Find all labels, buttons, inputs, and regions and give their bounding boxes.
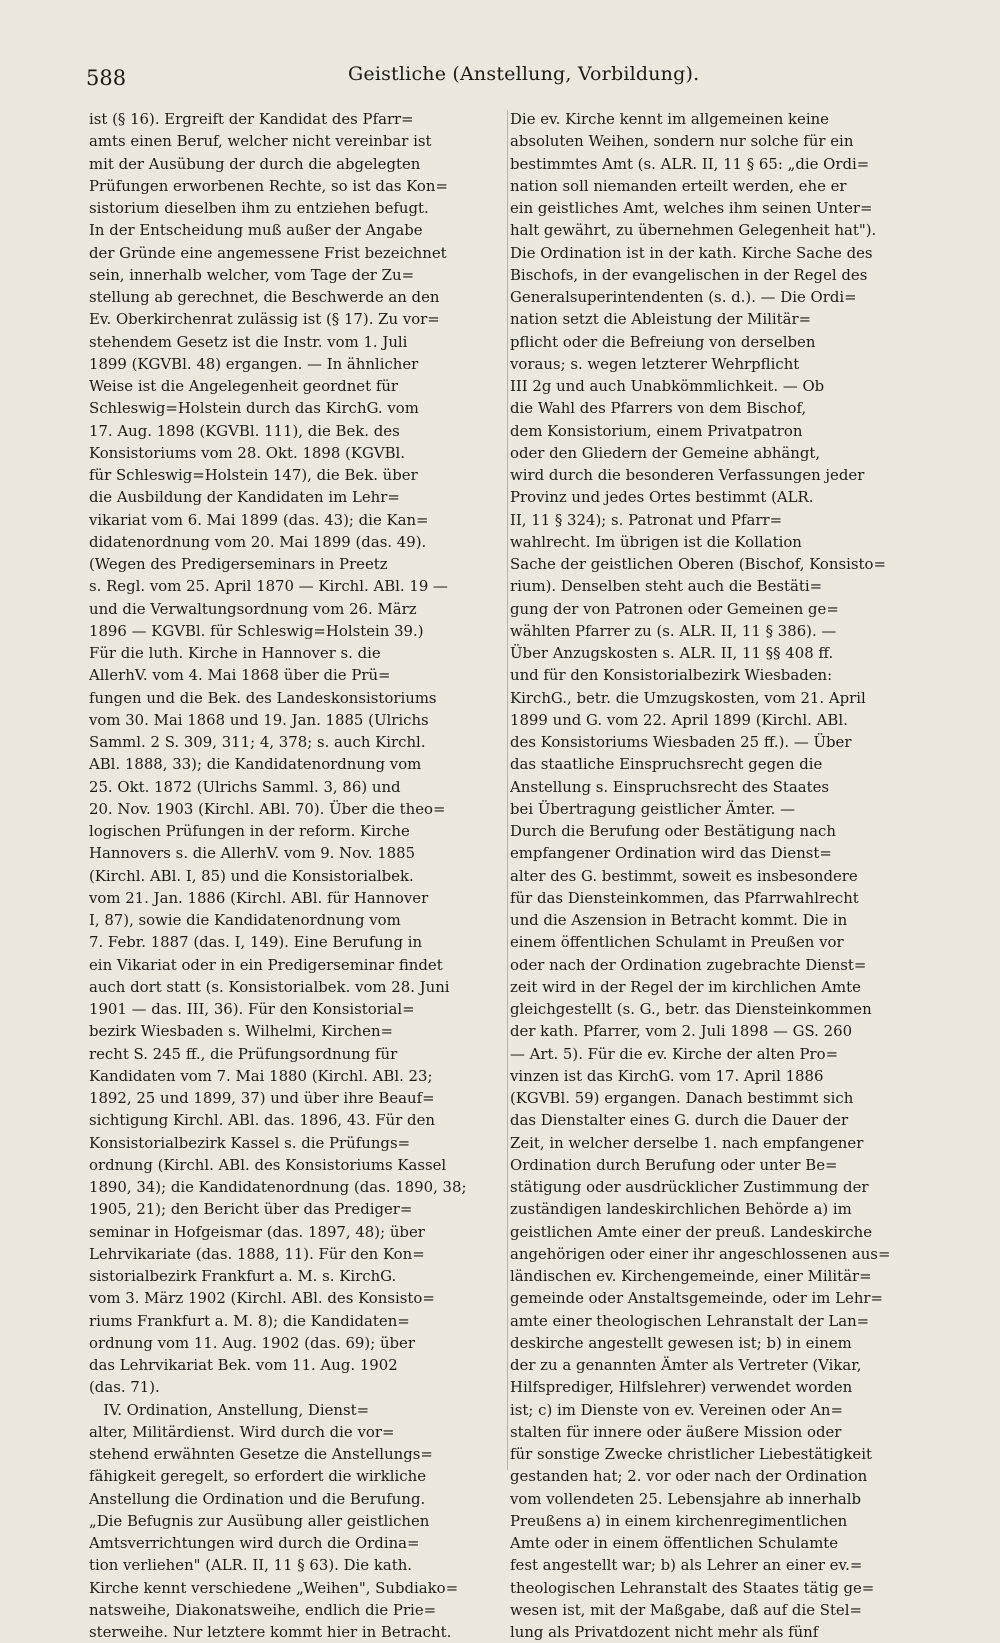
left-column-line: mit der Ausübung der durch die abgelegten <box>89 154 421 173</box>
page-number: 588 <box>86 66 127 90</box>
right-column-line: bestimmtes Amt (s. ALR. II, 11 § 65: „die Ordi= <box>510 154 870 173</box>
right-column <box>510 108 930 1643</box>
left-column-line: 20. Nov. 1903 (Kirchl. ABl. 70). Über die theo= <box>89 799 446 818</box>
right-column-line: Bischofs, in der evangelischen in der Regel des <box>510 265 868 284</box>
right-column-line: voraus; s. wegen letzterer Wehrpflicht <box>510 354 800 373</box>
left-column-line: 1890, 34); die Kandidatenordnung (das. 1890, 38; <box>89 1178 467 1196</box>
right-column-line: die Wahl des Pfarrers von dem Bischof, <box>510 399 807 418</box>
right-column-line: Ordination durch Berufung oder unter Be= <box>510 1155 838 1174</box>
left-column-line: die Ausbildung der Kandidaten im Lehr= <box>89 488 400 507</box>
right-column-line: pflicht oder die Befreiung von derselben <box>510 332 816 351</box>
right-column-line: Preußens a) in einem kirchenregimentlichen <box>510 1511 848 1530</box>
right-column-line: alter des G. bestimmt, soweit es insbesondere <box>510 866 858 885</box>
left-column-line: ordnung (Kirchl. ABl. des Konsistoriums Kassel <box>89 1155 447 1174</box>
left-column-line: Amtsverrichtungen wird durch die Ordina= <box>89 1534 420 1552</box>
right-column-line: ein geistliches Amt, welches ihm seinen Unter= <box>510 199 873 217</box>
right-column-line: absoluten Weihen, sondern nur solche für ein <box>510 132 854 151</box>
right-column-line: Provinz und jedes Ortes bestimmt (ALR. <box>510 488 814 507</box>
left-column-line: Anstellung die Ordination und die Berufung. <box>89 1489 426 1508</box>
left-column-line: natsweihe, Diakonatsweihe, endlich die Prie= <box>89 1600 437 1619</box>
right-column-line: stalten für innere oder äußere Mission oder <box>510 1422 842 1441</box>
right-column-line: angehörigen oder einer ihr angeschlossenen aus= <box>510 1244 891 1263</box>
left-column-line: vom 30. Mai 1868 und 19. Jan. 1885 (Ulrichs <box>89 710 429 729</box>
left-column-line: riums Frankfurt a. M. 8); die Kandidaten= <box>89 1311 410 1330</box>
left-column-line: Schleswig=Holstein durch das KirchG. vom <box>89 399 419 418</box>
right-column-line: gemeinde oder Anstaltsgemeinde, oder im Lehr= <box>510 1289 884 1308</box>
left-column-line: „Die Befugnis zur Ausübung aller geistlichen <box>89 1511 430 1530</box>
left-column-line: ordnung vom 11. Aug. 1902 (das. 69); über <box>89 1333 415 1352</box>
left-column-line: und die Verwaltungsordnung vom 26. März <box>89 599 417 618</box>
left-column-line: IV. Ordination, Anstellung, Dienst= <box>89 1400 370 1419</box>
left-column-line: fungen und die Bek. des Landeskonsistoriums <box>89 688 437 707</box>
left-column-line: vom 21. Jan. 1886 (Kirchl. ABl. für Hannover <box>89 888 429 907</box>
right-column-line: geistlichen Amte einer der preuß. Landeskirche <box>510 1222 873 1241</box>
right-column-line: bei Übertragung geistlicher Ämter. — <box>510 799 796 818</box>
left-column-line: der Gründe eine angemessene Frist bezeichnet <box>89 243 447 262</box>
right-column-line: amte einer theologischen Lehranstalt der Lan= <box>510 1311 870 1330</box>
left-column-line: 1901 — das. III, 36). Für den Konsistorial= <box>89 1000 415 1018</box>
left-column-line: AllerhV. vom 4. Mai 1868 über die Prü= <box>89 666 391 685</box>
left-column-line: Weise ist die Angelegenheit geordnet für <box>89 377 399 395</box>
right-column-line: Generalsuperintendenten (s. d.). — Die Ordi= <box>510 288 857 306</box>
right-column-line: nation soll niemanden erteilt werden, ehe er <box>510 176 847 195</box>
left-column-line: fähigkeit geregelt, so erfordert die wirkliche <box>89 1467 427 1486</box>
left-column-line: seminar in Hofgeismar (das. 1897, 48); über <box>89 1222 425 1241</box>
left-column-line: ABl. 1888, 33); die Kandidatenordnung vom <box>89 755 422 774</box>
right-column-line: halt gewährt, zu übernehmen Gelegenheit hat"). <box>510 221 877 240</box>
left-column-line: auch dort statt (s. Konsistorialbek. vom 28. Juni <box>89 977 450 996</box>
right-column-line: dem Konsistorium, einem Privatpatron <box>510 421 803 440</box>
right-column-line: Amte oder in einem öffentlichen Schulamte <box>510 1534 839 1552</box>
left-column-line: sterweihe. Nur letztere kommt hier in Betracht. <box>89 1623 452 1641</box>
right-column-line: einem öffentlichen Schulamt in Preußen vor <box>510 933 844 952</box>
right-column-line: gestanden hat; 2. vor oder nach der Ordination <box>510 1467 868 1486</box>
right-column-line: Über Anzugskosten s. ALR. II, 11 §§ 408 ff. <box>510 644 834 662</box>
left-column-line: s. Regl. vom 25. April 1870 — Kirchl. ABl. 19 — <box>89 577 448 596</box>
right-column-line: empfangener Ordination wird das Dienst= <box>510 844 832 863</box>
right-column-line: Hilfsprediger, Hilfslehrer) verwendet worden <box>510 1378 853 1397</box>
left-column-line: Hannovers s. die AllerhV. vom 9. Nov. 1885 <box>89 844 416 863</box>
right-column-line: stätigung oder ausdrücklicher Zustimmung der <box>510 1178 869 1196</box>
right-column-line: ist; c) im Dienste von ev. Vereinen oder An= <box>510 1400 843 1419</box>
right-column-line: — Art. 5). Für die ev. Kirche der alten Pro= <box>510 1044 839 1063</box>
right-column-line: Anstellung s. Einspruchsrecht des Staates <box>510 777 830 796</box>
right-column-line: II, 11 § 324); s. Patronat und Pfarr= <box>510 510 783 529</box>
right-column-line: III 2g und auch Unabkömmlichkeit. — Ob <box>510 377 825 395</box>
right-column-line: 1899 und G. vom 22. April 1899 (Kirchl. ABl. <box>510 710 848 729</box>
left-column-line: für Schleswig=Holstein 147), die Bek. über <box>89 466 418 484</box>
right-column-line: der kath. Pfarrer, vom 2. Juli 1898 — GS. 260 <box>510 1022 853 1041</box>
left-column-line: 7. Febr. 1887 (das. I, 149). Eine Berufung in <box>89 933 423 952</box>
left-column-line: sistorium dieselben ihm zu entziehen befugt. <box>89 199 429 217</box>
right-column-line: wesen ist, mit der Maßgabe, daß auf die Stel= <box>510 1600 862 1619</box>
right-column-line: vom vollendeten 25. Lebensjahre ab innerhalb <box>510 1489 862 1508</box>
right-column-line: (KGVBl. 59) ergangen. Danach bestimmt sich <box>510 1089 854 1107</box>
right-column-line: Sache der geistlichen Oberen (Bischof, Konsisto= <box>510 555 886 573</box>
right-column-line: und für den Konsistorialbezirk Wiesbaden: <box>510 666 833 685</box>
left-column-line: sistorialbezirk Frankfurt a. M. s. KirchG. <box>89 1267 397 1285</box>
right-column-line: gleichgestellt (s. G., betr. das Diensteinkommen <box>510 1000 872 1018</box>
left-column-line: 17. Aug. 1898 (KGVBl. 111), die Bek. des <box>89 421 400 440</box>
right-column-line: KirchG., betr. die Umzugskosten, vom 21. April <box>510 688 866 707</box>
right-column-line: vinzen ist das KirchG. vom 17. April 1886 <box>510 1066 824 1085</box>
left-column-line: Ev. Oberkirchenrat zulässig ist (§ 17). Zu vor= <box>89 310 440 329</box>
right-column-line: Zeit, in welcher derselbe 1. nach empfangener <box>510 1133 864 1152</box>
right-column-line: theologischen Lehranstalt des Staates tätig ge= <box>510 1578 875 1597</box>
right-column-line: der zu a genannten Ämter als Vertreter (Vikar, <box>510 1356 862 1374</box>
left-column-line: Samml. 2 S. 309, 311; 4, 378; s. auch Kirchl. <box>89 733 426 751</box>
left-column-line: stehend erwähnten Gesetze die Anstellungs= <box>89 1445 433 1463</box>
running-head: Geistliche (Anstellung, Vorbildung). <box>348 63 700 85</box>
left-column-line: Konsistorialbezirk Kassel s. die Prüfungs= <box>89 1133 411 1152</box>
left-column-line: ein Vikariat oder in ein Predigerseminar findet <box>89 955 443 974</box>
left-column-line: (Kirchl. ABl. I, 85) und die Konsistorialbek. <box>89 866 414 885</box>
right-column-line: gung der von Patronen oder Gemeinen ge= <box>510 599 839 618</box>
left-column-line: 1905, 21); den Bericht über das Prediger= <box>89 1200 413 1219</box>
right-column-line: das Dienstalter eines G. durch die Dauer der <box>510 1111 849 1130</box>
right-column-line: zeit wird in der Regel der im kirchlichen Amte <box>510 977 861 996</box>
right-column-line: und die Aszension in Betracht kommt. Die in <box>510 911 848 929</box>
left-column-line: amts einen Beruf, welcher nicht vereinbar ist <box>89 132 432 151</box>
right-column-line: für das Diensteinkommen, das Pfarrwahlrecht <box>510 888 859 907</box>
left-column-line: logischen Prüfungen in der reform. Kirche <box>89 822 410 840</box>
left-column-line: sichtigung Kirchl. ABl. das. 1896, 43. Für den <box>89 1111 435 1130</box>
left-column-line: (Wegen des Predigerseminars in Preetz <box>89 555 388 573</box>
left-column-line: (das. 71). <box>89 1378 160 1397</box>
right-column-line: Durch die Berufung oder Bestätigung nach <box>510 822 836 840</box>
right-column-line: oder den Gliedern der Gemeine abhängt, <box>510 443 821 462</box>
left-column-line: In der Entscheidung muß außer der Angabe <box>89 221 423 240</box>
left-column-line: 1892, 25 und 1899, 37) und über ihre Beauf= <box>89 1089 435 1107</box>
left-column-line: 1896 — KGVBl. für Schleswig=Holstein 39.) <box>89 621 424 640</box>
left-column-line: 1899 (KGVBl. 48) ergangen. — In ähnlicher <box>89 354 419 373</box>
left-column-line: Prüfungen erworbenen Rechte, so ist das Kon= <box>89 176 448 195</box>
right-column-line: wahlrecht. Im übrigen ist die Kollation <box>510 532 802 551</box>
left-column-line: Kandidaten vom 7. Mai 1880 (Kirchl. ABl. 23; <box>89 1066 433 1085</box>
left-column-line: stehendem Gesetz ist die Instr. vom 1. Juli <box>89 332 408 351</box>
left-column <box>89 108 509 1643</box>
left-column-line: tion verliehen" (ALR. II, 11 § 63). Die kath. <box>89 1556 413 1575</box>
right-column-line: Die Ordination ist in der kath. Kirche Sache des <box>510 243 873 262</box>
left-column-line: sein, innerhalb welcher, vom Tage der Zu= <box>89 265 415 284</box>
right-column-line: lung als Privatdozent nicht mehr als fünf <box>510 1623 819 1641</box>
right-column-line: wählten Pfarrer zu (s. ALR. II, 11 § 386). — <box>510 621 837 640</box>
left-column-line: 25. Okt. 1872 (Ulrichs Samml. 3, 86) und <box>89 777 401 796</box>
left-column-line: didatenordnung vom 20. Mai 1899 (das. 49). <box>89 532 427 551</box>
right-column-line: nation setzt die Ableistung der Militär= <box>510 310 812 329</box>
left-column-line: ist (§ 16). Ergreift der Kandidat des Pfarr= <box>89 110 414 128</box>
left-column-line: I, 87), sowie die Kandidatenordnung vom <box>89 911 401 929</box>
right-column-line: Die ev. Kirche kennt im allgemeinen keine <box>510 110 830 128</box>
left-column-line: das Lehrvikariat Bek. vom 11. Aug. 1902 <box>89 1356 398 1374</box>
right-column-line: des Konsistoriums Wiesbaden 25 ff.). — Über <box>510 733 852 751</box>
right-column-line: deskirche angestellt gewesen ist; b) in einem <box>510 1333 852 1352</box>
right-column-line: rium). Denselben steht auch die Bestäti= <box>510 577 823 596</box>
left-column-line: stellung ab gerechnet, die Beschwerde an den <box>89 288 440 306</box>
left-column-line: Kirche kennt verschiedene „Weihen", Subdiako= <box>89 1578 459 1597</box>
right-column-line: zuständigen landeskirchlichen Behörde a) im <box>510 1200 852 1219</box>
left-column-line: Für die luth. Kirche in Hannover s. die <box>89 644 381 662</box>
left-column-line: bezirk Wiesbaden s. Wilhelmi, Kirchen= <box>89 1022 394 1041</box>
right-column-line: wird durch die besonderen Verfassungen jeder <box>510 466 865 484</box>
left-column-line: alter, Militärdienst. Wird durch die vor= <box>89 1422 395 1441</box>
right-column-line: fest angestellt war; b) als Lehrer an einer ev.= <box>510 1556 863 1575</box>
right-column-line: ländischen ev. Kirchengemeinde, einer Militär= <box>510 1267 872 1285</box>
right-column-line: für sonstige Zwecke christlicher Liebestätigkeit <box>510 1445 872 1463</box>
right-column-line: das staatliche Einspruchsrecht gegen die <box>510 755 823 774</box>
left-column-line: Lehrvikariate (das. 1888, 11). Für den Kon= <box>89 1244 425 1263</box>
left-column-line: vikariat vom 6. Mai 1899 (das. 43); die Kan= <box>89 510 429 529</box>
left-column-line: Konsistoriums vom 28. Okt. 1898 (KGVBl. <box>89 443 406 462</box>
left-column-line: recht S. 245 ff., die Prüfungsordnung für <box>89 1044 398 1063</box>
left-column-line: vom 3. März 1902 (Kirchl. ABl. des Konsisto= <box>89 1289 435 1308</box>
right-column-line: oder nach der Ordination zugebrachte Dienst= <box>510 955 867 974</box>
